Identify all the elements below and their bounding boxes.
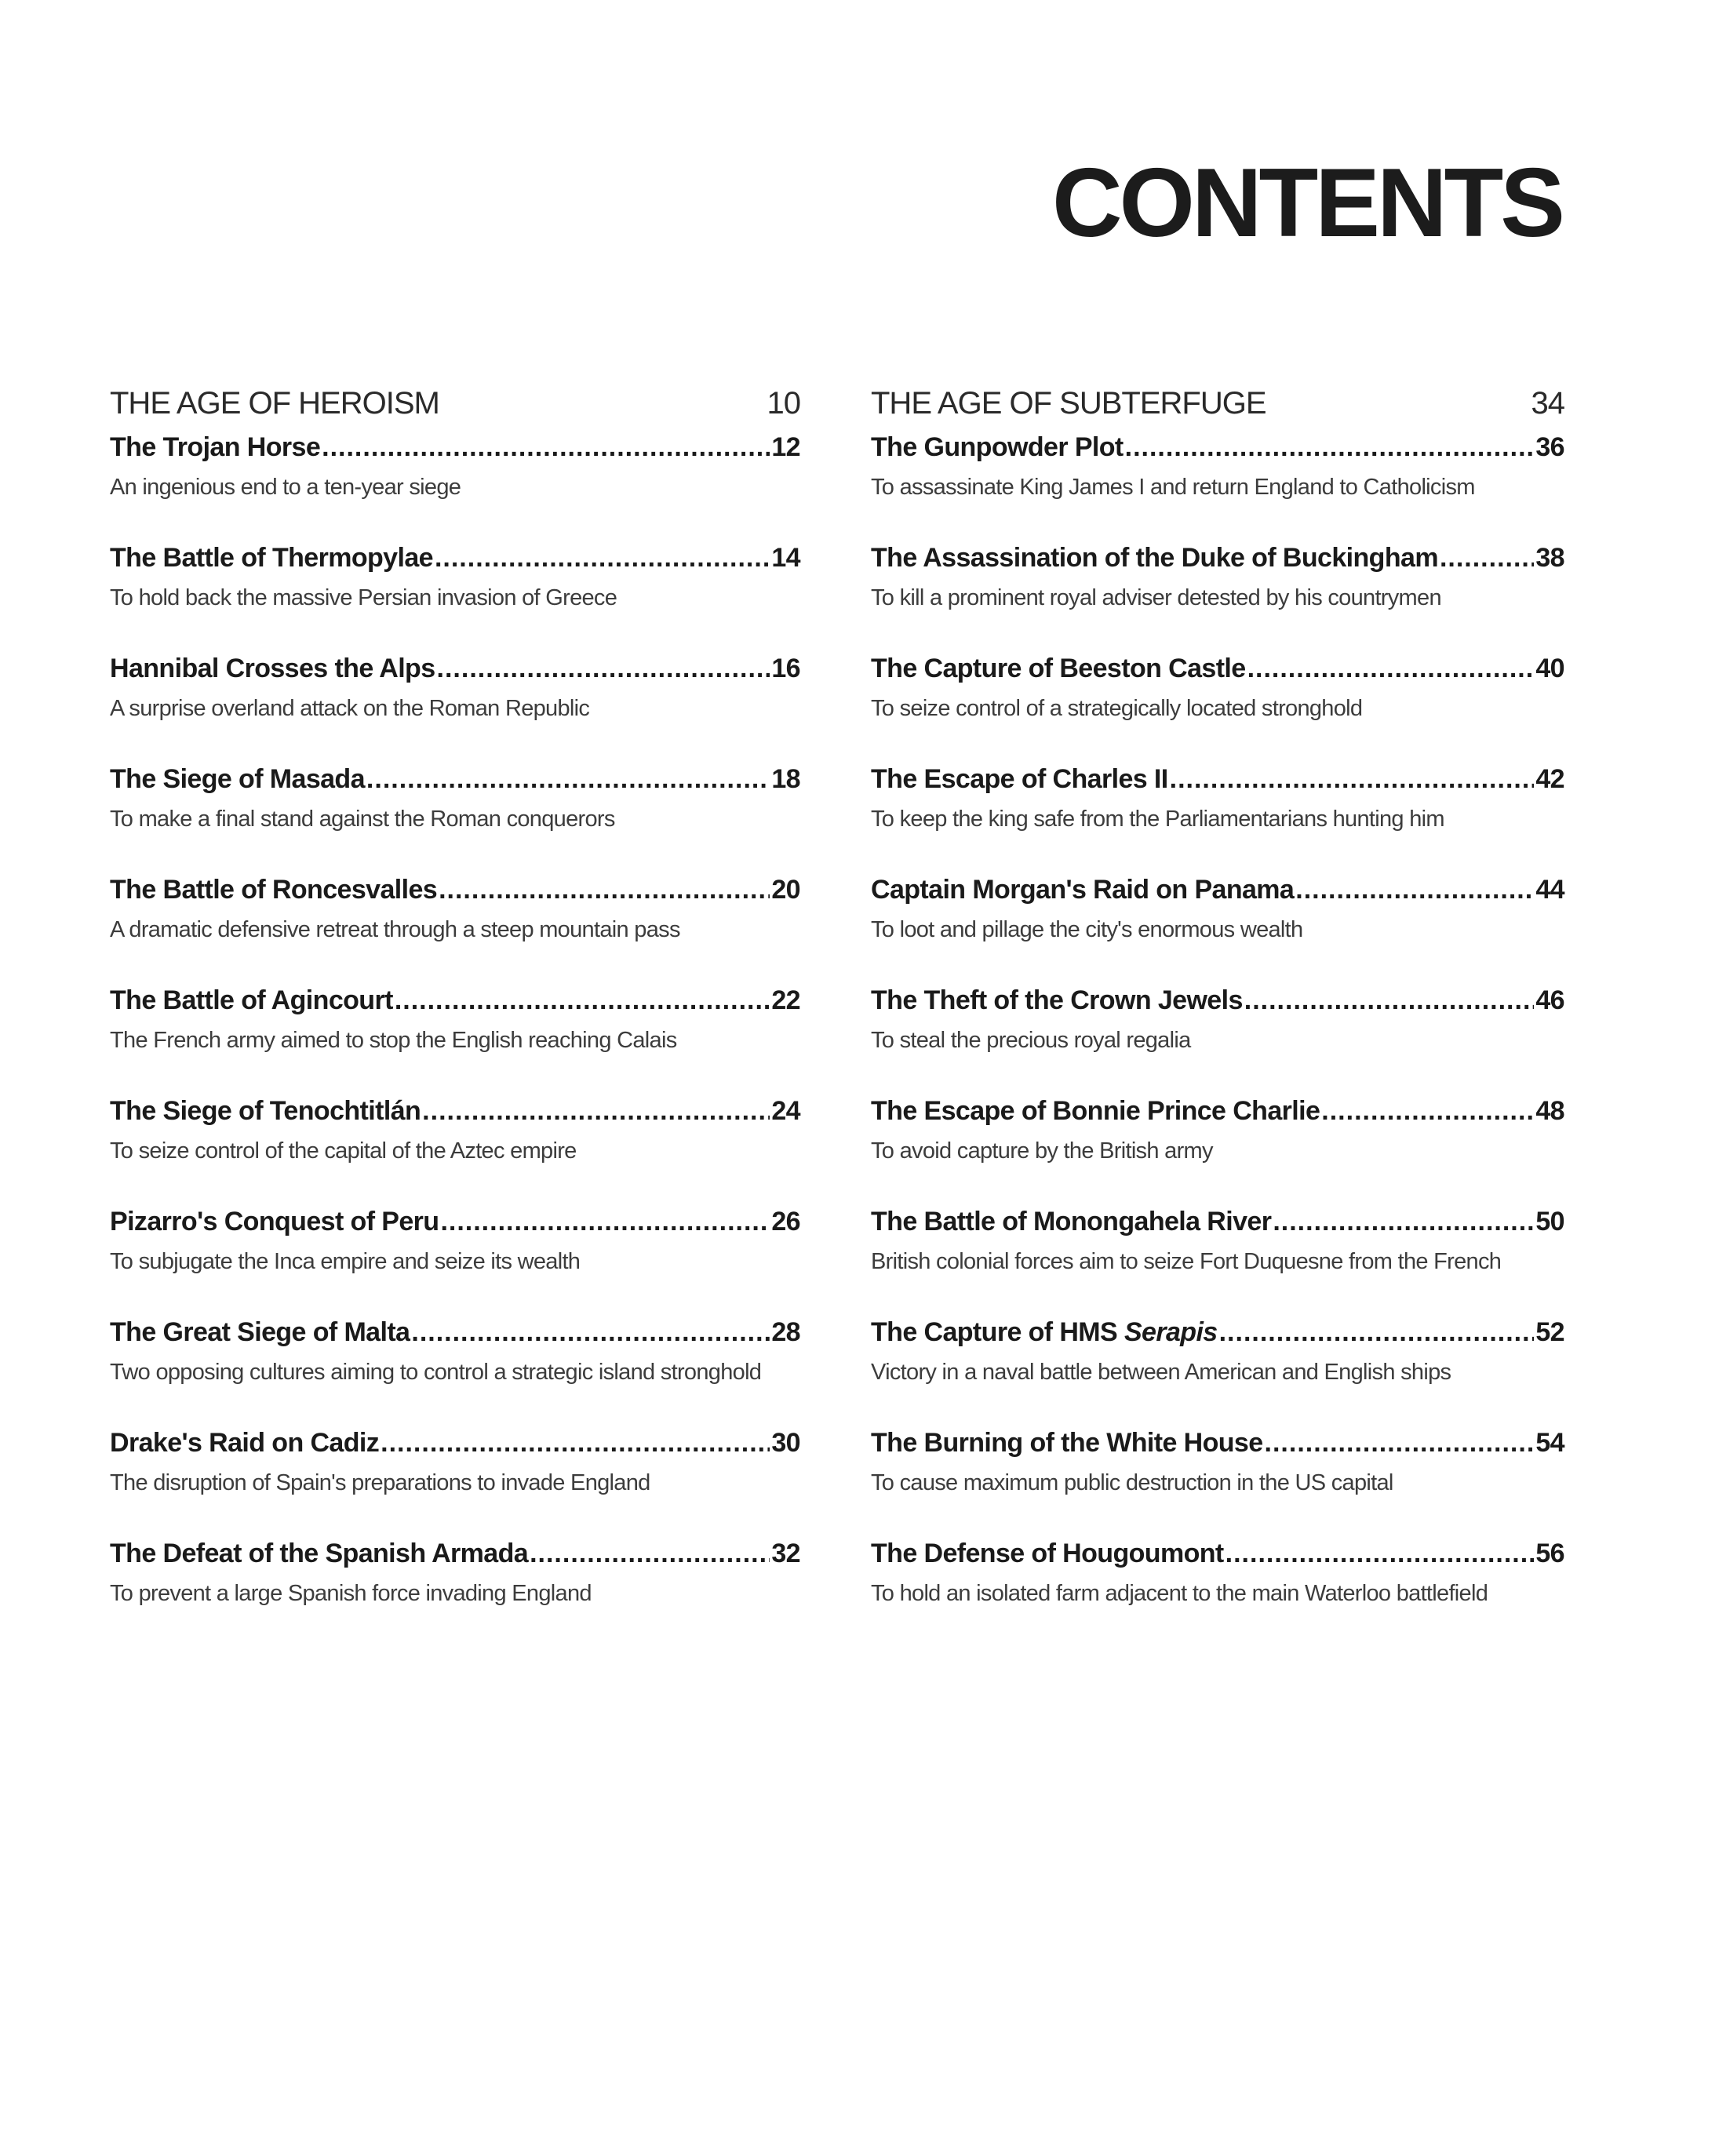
entry-title-row[interactable] [110, 1312, 800, 1353]
entry-title [110, 980, 393, 1021]
entry-title-row[interactable] [110, 537, 800, 578]
entry-title-text: The Siege of Masada [110, 764, 365, 794]
toc-entry[interactable] [110, 1312, 800, 1393]
entry-page-number: 42 [1535, 764, 1564, 794]
entry-title-row[interactable] [871, 427, 1564, 468]
entry-description: To subjugate the Inca empire and seize its wealth [110, 1249, 581, 1274]
dot-leader [1226, 1533, 1535, 1574]
entry-title-text: The Great Siege of Malta [110, 1317, 410, 1347]
entry-title [110, 1091, 421, 1131]
entry-title [110, 537, 433, 578]
entry-title [871, 537, 1438, 578]
entry-page-number: 52 [1535, 1317, 1564, 1347]
toc-entry[interactable] [110, 648, 800, 729]
entry-page-number: 14 [771, 543, 800, 573]
entry-title-row[interactable] [871, 1533, 1564, 1574]
entry-page-number: 22 [771, 985, 800, 1015]
dot-leader [1265, 1422, 1535, 1463]
entry-page-number: 12 [771, 432, 800, 462]
entry-description: An ingenious end to a ten-year siege [110, 475, 461, 500]
entry-description: To make a final stand against the Roman conquerors [110, 807, 615, 832]
dot-leader [322, 427, 770, 468]
entry-title-row[interactable] [110, 1422, 800, 1463]
toc-entry[interactable] [871, 759, 1564, 839]
dot-leader [1247, 648, 1535, 689]
entry-title-text: Captain Morgan's Raid on Panama [871, 875, 1295, 905]
entry-list [871, 427, 1564, 1614]
entry-description: Victory in a naval battle between American and English ships [871, 1360, 1451, 1385]
entry-title [110, 1312, 410, 1353]
entry-page-number: 54 [1535, 1428, 1564, 1458]
entry-title-row[interactable] [871, 759, 1564, 799]
dot-leader [1170, 759, 1535, 799]
dot-leader [1273, 1201, 1534, 1242]
entry-title-text: The Trojan Horse [110, 432, 321, 462]
dot-leader [422, 1091, 770, 1131]
entry-title [110, 427, 320, 468]
section-heading-label: THE AGE OF HEROISM [110, 386, 439, 421]
entry-description: To kill a prominent royal adviser detested by his countrymen [871, 585, 1441, 610]
entry-description: British colonial forces aim to seize Fort Duquesne from the French [871, 1249, 1502, 1274]
entry-title-text: The Assassination of the Duke of Buckingham [871, 543, 1438, 573]
dot-leader [395, 980, 770, 1021]
dot-leader [1244, 980, 1535, 1021]
entry-title-text: The Burning of the White House [871, 1428, 1263, 1458]
entry-title-row[interactable] [110, 759, 800, 799]
section-subterfuge [871, 383, 1564, 1644]
entry-title [871, 759, 1168, 799]
dot-leader [381, 1422, 770, 1463]
entry-description: To seize control of the capital of the Aztec empire [110, 1138, 577, 1164]
entry-title [871, 1312, 1218, 1353]
toc-entry[interactable] [110, 537, 800, 618]
toc-entry[interactable] [871, 1201, 1564, 1282]
entry-page-number: 38 [1535, 543, 1564, 573]
dot-leader [1440, 537, 1534, 578]
entry-title-row[interactable] [871, 869, 1564, 910]
toc-entry[interactable] [110, 1422, 800, 1503]
entry-page-number: 46 [1535, 985, 1564, 1015]
dot-leader [1295, 869, 1534, 910]
toc-entry[interactable] [871, 869, 1564, 950]
entry-page-number: 26 [771, 1207, 800, 1236]
entry-title-text: Pizarro's Conquest of Peru [110, 1207, 439, 1236]
entry-description: To cause maximum public destruction in the US capital [871, 1470, 1393, 1495]
entry-page-number: 20 [771, 875, 800, 905]
toc-entry[interactable] [871, 1422, 1564, 1503]
entry-description: To hold back the massive Persian invasion of Greece [110, 585, 617, 610]
entry-description: To prevent a large Spanish force invading England [110, 1581, 592, 1606]
entry-title-row[interactable] [110, 1201, 800, 1242]
entry-title-text: Hannibal Crosses the Alps [110, 654, 435, 683]
entry-title-italic: Serapis [1124, 1317, 1218, 1347]
entry-title-row[interactable] [110, 1533, 800, 1574]
entry-description: To loot and pillage the city's enormous wealth [871, 917, 1303, 942]
entry-title-text: The Battle of Roncesvalles [110, 875, 438, 905]
entry-title-row[interactable] [110, 1091, 800, 1131]
entry-page-number: 36 [1535, 432, 1564, 462]
toc-entry[interactable] [110, 980, 800, 1061]
section-heading-label: THE AGE OF SUBTERFUGE [871, 386, 1266, 421]
entry-title-text: The Defeat of the Spanish Armada [110, 1539, 529, 1568]
entry-title-row[interactable] [110, 869, 800, 910]
dot-leader [1125, 427, 1535, 468]
dot-leader [1219, 1312, 1535, 1353]
entry-title-text: The Gunpowder Plot [871, 432, 1124, 462]
dot-leader [439, 869, 770, 910]
entry-description: To avoid capture by the British army [871, 1138, 1213, 1164]
entry-title-text: The Defense of Hougoumont [871, 1539, 1224, 1568]
section-page-number: 34 [1531, 386, 1564, 421]
toc-entry[interactable] [110, 759, 800, 839]
entry-page-number: 24 [771, 1096, 800, 1126]
entry-title [871, 427, 1124, 468]
entry-page-number: 32 [771, 1539, 800, 1568]
dot-leader [411, 1312, 770, 1353]
entry-description: The French army aimed to stop the English reaching Calais [110, 1028, 677, 1053]
entry-title-row[interactable] [110, 427, 800, 468]
section-heroism [110, 383, 800, 1644]
dot-leader [366, 759, 770, 799]
dot-leader [530, 1533, 770, 1574]
entry-title-text: The Battle of Monongahela River [871, 1207, 1272, 1236]
toc-entry[interactable] [110, 427, 800, 508]
entry-description: To seize control of a strategically located stronghold [871, 696, 1363, 721]
toc-entry[interactable] [871, 537, 1564, 618]
entry-title-text: The Battle of Agincourt [110, 985, 393, 1015]
entry-description: To assassinate King James I and return England to Catholicism [871, 475, 1475, 500]
entry-title [871, 1091, 1320, 1131]
entry-page-number: 50 [1535, 1207, 1564, 1236]
entry-description: A dramatic defensive retreat through a steep mountain pass [110, 917, 680, 942]
entry-title-text: The Siege of Tenochtitlán [110, 1096, 421, 1126]
entry-title-row[interactable] [871, 1422, 1564, 1463]
dot-leader [1321, 1091, 1534, 1131]
entry-title-text: The Escape of Charles II [871, 764, 1168, 794]
entry-page-number: 18 [771, 764, 800, 794]
entry-title-text: The Theft of the Crown Jewels [871, 985, 1243, 1015]
dot-leader [440, 1201, 770, 1242]
entry-title [871, 648, 1246, 689]
dot-leader [435, 537, 770, 578]
section-heading [871, 383, 1564, 427]
entry-title [110, 869, 437, 910]
toc-entry[interactable] [871, 1091, 1564, 1171]
entry-title-row[interactable] [871, 537, 1564, 578]
entry-title-row[interactable] [871, 1201, 1564, 1242]
toc-entry[interactable] [110, 1091, 800, 1171]
page-title: CONTENTS [1052, 149, 1562, 257]
entry-title [110, 1422, 379, 1463]
entry-title-text: Drake's Raid on Cadiz [110, 1428, 380, 1458]
toc-entry[interactable] [110, 1533, 800, 1614]
toc-entry[interactable] [871, 1533, 1564, 1614]
section-page-number: 10 [767, 386, 800, 421]
entry-page-number: 30 [771, 1428, 800, 1458]
entry-page-number: 56 [1535, 1539, 1564, 1568]
toc-entry[interactable] [871, 980, 1564, 1061]
entry-title [871, 1201, 1271, 1242]
entry-title-row[interactable] [110, 648, 800, 689]
entry-title-row[interactable] [110, 980, 800, 1021]
entry-list [110, 427, 800, 1614]
entry-title [871, 1422, 1263, 1463]
entry-title-row[interactable] [871, 648, 1564, 689]
entry-title [110, 648, 435, 689]
entry-title-row[interactable] [871, 1312, 1564, 1353]
dot-leader [437, 648, 770, 689]
entry-title-text: The Battle of Thermopylae [110, 543, 433, 573]
entry-description: A surprise overland attack on the Roman Republic [110, 696, 590, 721]
entry-title-row[interactable] [871, 980, 1564, 1021]
entry-description: To hold an isolated farm adjacent to the main Waterloo battlefield [871, 1581, 1488, 1606]
entry-page-number: 16 [771, 654, 800, 683]
entry-page-number: 28 [771, 1317, 800, 1347]
entry-description: To keep the king safe from the Parliamentarians hunting him [871, 807, 1444, 832]
toc-entry[interactable] [110, 869, 800, 950]
toc-entry[interactable] [871, 1312, 1564, 1393]
toc-entry[interactable] [110, 1201, 800, 1282]
entry-page-number: 48 [1535, 1096, 1564, 1126]
entry-page-number: 40 [1535, 654, 1564, 683]
entry-title [871, 980, 1243, 1021]
entry-title [110, 1201, 439, 1242]
toc-entry[interactable] [871, 648, 1564, 729]
entry-title [110, 759, 365, 799]
entry-description: Two opposing cultures aiming to control a strategic island stronghold [110, 1360, 762, 1385]
entry-title-text: The Capture of HMS [871, 1317, 1124, 1347]
section-heading [110, 383, 800, 427]
entry-description: To steal the precious royal regalia [871, 1028, 1191, 1053]
entry-page-number: 44 [1535, 875, 1564, 905]
entry-title [871, 1533, 1224, 1574]
entry-title-row[interactable] [871, 1091, 1564, 1131]
entry-title-text: The Escape of Bonnie Prince Charlie [871, 1096, 1320, 1126]
entry-description: The disruption of Spain's preparations to invade England [110, 1470, 650, 1495]
entry-title-text: The Capture of Beeston Castle [871, 654, 1246, 683]
entry-title [871, 869, 1294, 910]
toc-entry[interactable] [871, 427, 1564, 508]
entry-title [110, 1533, 528, 1574]
